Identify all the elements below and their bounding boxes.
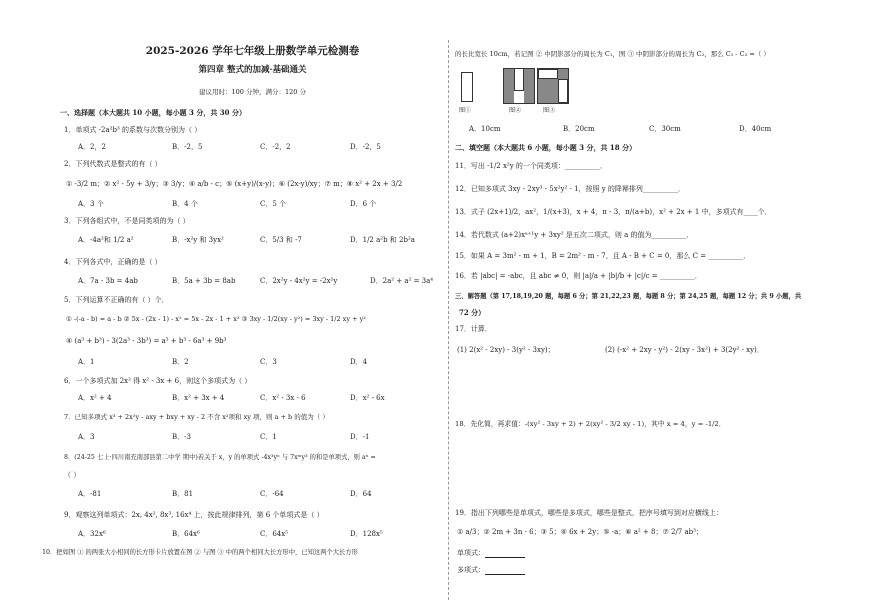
- q19: 19．指出下列哪些是单项式，哪些是多项式，哪些是整式，把序号填写到对应横线上：: [455, 509, 723, 517]
- figure-3-label: 图③: [543, 107, 556, 114]
- q10-continued: 的长比宽长 10cm，若记图 ② 中阴影部分的周长为 C₁，图 ③ 中阴影部分的周长为 C₂，那么 C₁ - C₂ =（ ）: [455, 50, 770, 58]
- q11: 11．写出 -1/2 x²y 的一个同类项：__________．: [455, 162, 607, 170]
- q12: 12．已知多项式 3xy - 2xy³ - 5x²y² - 1，按照 y 的降幂排列__________．: [455, 185, 685, 193]
- q13: 13．式子 (2x+1)/2，ax²，1/(x+3)，x + 4，π - 3，π/(a+b)，x² + 2x + 1 中，多项式有____个．: [455, 208, 772, 216]
- q9-opt-c: C．64x⁵: [260, 530, 289, 538]
- figure-1-label: 图①: [459, 107, 472, 114]
- q10: 10．把如图 ① 的两张大小相同的长方形卡片放置在图 ② 与图 ③ 中的两个相同大长方形中，已知这两个大长方形: [42, 549, 358, 556]
- q9-opt-a: A．32x⁶: [78, 530, 106, 538]
- figure-1-card: [461, 72, 473, 102]
- q17: 17．计算．: [455, 325, 492, 333]
- q5: 5．下列运算不正确的有（ ）个．: [64, 296, 169, 304]
- figure-2-card: [514, 69, 524, 91]
- q9: 9．观察这列单项式：2x, 4x², 8x³, 16x⁴ 上，按此规律排列，第 6 个单项式是（ ）: [64, 511, 324, 519]
- q5-opt-d: D．4: [350, 358, 368, 366]
- q8-paren: （ ）: [64, 471, 81, 479]
- q1-opt-d: D．-2，5: [350, 143, 381, 151]
- q1: 1．单项式 -2a²b³ 的系数与次数分别为（ ）: [64, 126, 202, 134]
- q19-polynomial-row: [457, 566, 525, 575]
- q19-items: ① a/3；② 2m + 3n - 6；③ 5；④ 6x + 2y；⑤ -a；⑥ a² + 8；⑦ 2/7 ab³；: [457, 528, 703, 536]
- chapter-title: 第四章 整式的加减·基础通关: [198, 65, 307, 75]
- q5-opt-b: B．2: [172, 358, 189, 366]
- figure-2-shade-left: [504, 69, 514, 103]
- q5-items-b: ④ (a³ + b³) - 3(2a³ - 3b³) = a³ + b³ - 6a³ + 9b³: [66, 337, 227, 345]
- q1-opt-b: B．-2，5: [172, 143, 203, 151]
- q5-opt-c: C．3: [260, 358, 277, 366]
- q6: 6．一个多项式加 2x² 得 x² - 3x + 6，则这个多项式为（ ）: [64, 377, 252, 385]
- figure-2-label: 图②: [509, 107, 522, 114]
- q8-opt-d: D．64: [350, 490, 372, 498]
- figure-3-card-top: [538, 69, 558, 79]
- q2-opt-d: D．6 个: [350, 200, 377, 208]
- q10-opt-a: A．10cm: [469, 125, 501, 133]
- q8-opt-c: C．-64: [260, 490, 284, 498]
- column-divider: [448, 40, 449, 600]
- q7-opt-c: C．1: [260, 433, 277, 441]
- figure-2-rectangle: [503, 68, 535, 104]
- q18: 18．先化简，再求值：-(xy² - 3xy + 2) + 2(xy² - 3/2 xy - 1)，其中 x = 4，y = -1/2．: [455, 420, 726, 428]
- q4-opt-c: C．2x²y - 4x²y = -2x²y: [260, 277, 338, 285]
- q19-polynomial-label: 多项式：: [457, 566, 485, 574]
- q7: 7．已知多项式 x³ + 2x²y - axy + bxy + xy - 2 不含 x²项和 xy 项，则 a + b 的值为（ ）: [64, 413, 329, 421]
- q7-opt-d: D．-1: [350, 433, 370, 441]
- figure-3-rectangle: [537, 68, 569, 104]
- exam-title: 2025-2026 学年七年级上册数学单元检测卷: [145, 45, 360, 57]
- q5-items-a: ① -(-a - b) = a - b ② 5x - (2x - 1) - x² = 5x - 2x - 1 + x² ③ 3xy - 1/2(xy - y²) = 3xy - 1/2 xy + y²: [66, 315, 366, 323]
- figure-2-shade-right: [524, 69, 534, 103]
- q3-opt-a: A．-4a²和 1/2 a²: [78, 236, 134, 244]
- q19-polynomial-blank[interactable]: [485, 567, 525, 575]
- q15: 15．如果 A = 3m² - m + 1，B = 2m² - m - 7，且 A - B + C = 0，那么 C = __________．: [455, 252, 751, 260]
- section-answer: 三、解答题（第 17,18,19,20 题，每题 6 分；第 21,22,23 题，每题 8 分；第 24,25 题，每题 12 分；共 9 小题，共: [455, 293, 802, 300]
- q4-opt-a: A．7a - 3b = 4ab: [78, 277, 138, 285]
- q2-opt-a: A．3 个: [78, 200, 104, 208]
- left-column: [42, 0, 445, 615]
- q9-opt-d: D．128x⁵: [350, 530, 383, 538]
- q6-opt-c: C．x² - 3x - 6: [260, 394, 306, 402]
- q9-opt-b: B．64x⁶: [172, 530, 200, 538]
- exam-meta: 建议用时：100 分钟，满分：120 分: [199, 88, 306, 96]
- section-answer-cont: 72 分）: [459, 308, 486, 317]
- q6-opt-b: B．x² + 3x + 4: [172, 394, 225, 402]
- q19-monomial-label: 单项式：: [457, 549, 485, 557]
- q3-opt-b: B．-x²y 和 3yx²: [172, 236, 224, 244]
- q10-opt-c: C．30cm: [649, 125, 681, 133]
- q2: 2．下列代数式是整式的有（ ）: [64, 160, 162, 168]
- q2-opt-c: C．5 个: [260, 200, 287, 208]
- q2-opt-b: B．4 个: [172, 200, 198, 208]
- q8: 8．(24-25 七上·四川南充南部县第二中学 期中)若关于 x，y 的单项式 -4x³yⁿ 与 7xᵐy³ 的和是单项式，则 aⁿ =: [64, 454, 376, 461]
- right-column: [455, 0, 850, 615]
- q1-opt-c: C．-2，2: [260, 143, 291, 151]
- figure-3-card-side: [558, 79, 568, 103]
- q10-opt-d: D．40cm: [739, 125, 772, 133]
- q17-part1: (1) 2(x² - 2xy) - 3(y² - 3xy)；: [457, 346, 555, 354]
- q5-opt-a: A．1: [78, 358, 95, 366]
- q7-opt-a: A．3: [78, 433, 95, 441]
- q6-opt-d: D．x² - 6x: [350, 394, 385, 402]
- q3-opt-d: D．1/2 a²b 和 2b²a: [350, 236, 415, 244]
- q14: 14．若代数式 (a+2)xᵃ⁺¹y + 3xy² 是五次二项式，则 a 的值为__________．: [455, 231, 694, 239]
- q1-opt-a: A．2，2: [78, 143, 106, 151]
- q19-monomial-blank[interactable]: [485, 550, 525, 558]
- q8-opt-a: A．-81: [78, 490, 102, 498]
- q4-opt-b: B．5a + 3b = 8ab: [172, 277, 236, 285]
- q6-opt-a: A．x² + 4: [78, 394, 112, 402]
- q4-opt-d: D．2a² + a² = 3a⁴: [370, 277, 434, 285]
- q3-opt-c: C．5/3 和 -7: [260, 236, 302, 244]
- q16: 16．若 |abc| = -abc，且 abc ≠ 0，则 |a|/a + |b|/b + |c|/c = __________．: [455, 272, 702, 280]
- q10-opt-b: B．20cm: [563, 125, 595, 133]
- section-choice: 一、选择题（本大题共 10 小题，每小题 3 分，共 30 分）: [60, 108, 246, 117]
- q4: 4．下列各式中，正确的是（ ）: [64, 258, 162, 266]
- q17-part2: (2) (-x² + 2xy - y²) - 2(xy - 3x²) + 3(2y² - xy)．: [605, 346, 764, 354]
- q7-opt-b: B．-3: [172, 433, 191, 441]
- q19-monomial-row: [457, 549, 525, 558]
- q8-opt-b: B．81: [172, 490, 194, 498]
- section-fill: 二、填空题（本大题共 6 小题，每小题 3 分，共 18 分）: [455, 143, 637, 152]
- q2-items: ① -3/2 m；② x² - 5y + 3/y；③ 3/y；④ a/b - c；⑤ (x+y)/(x-y)；⑥ (2x-y)/xy；⑦ m；⑧ x² + 2x + 3/2: [66, 180, 403, 188]
- q3: 3．下列各组式中，不是同类项的为（ ）: [64, 217, 190, 225]
